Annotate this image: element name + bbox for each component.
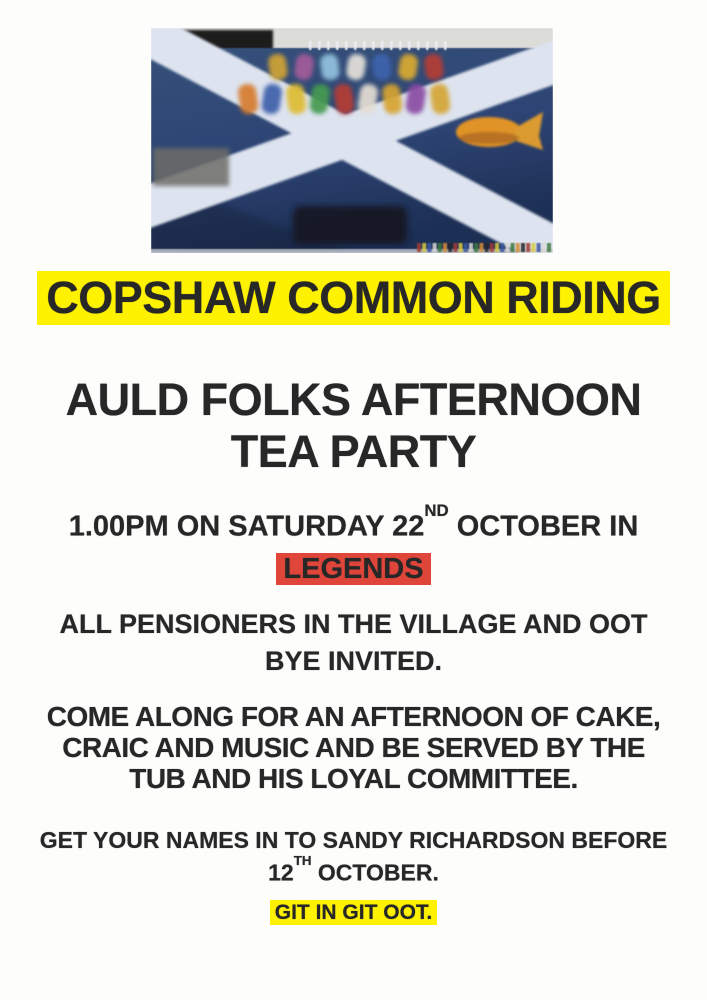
title-row xyxy=(0,271,707,325)
saltire-flag-photo xyxy=(151,28,553,253)
rsvp-line2: 12TH OCTOBER. xyxy=(268,853,439,886)
invitation-line2: BYE INVITED. xyxy=(264,646,443,676)
event-when xyxy=(0,503,707,586)
event-datetime: 1.00PM ON SATURDAY 22ND OCTOBER IN xyxy=(68,501,639,543)
foam-letters-row2 xyxy=(237,83,451,115)
page-title: COPSHAW COMMON RIDING xyxy=(37,271,670,325)
event-heading-line2: TEA PARTY xyxy=(230,426,477,477)
footer-row xyxy=(0,900,707,925)
ordinal-th: TH xyxy=(293,853,312,869)
dark-blob xyxy=(293,206,407,244)
invitation-line1: ALL PENSIONERS IN THE VILLAGE AND OOT xyxy=(59,609,648,639)
details-text xyxy=(0,701,707,794)
footer-slogan: GIT IN GIT OOT. xyxy=(270,900,438,925)
grey-blob xyxy=(153,148,229,186)
details-line3: TUB AND HIS LOYAL COMMITTEE. xyxy=(129,763,578,794)
invitation-text xyxy=(0,606,707,680)
venue-line xyxy=(0,553,707,586)
ordinal-nd: ND xyxy=(424,501,449,521)
rsvp-line1: GET YOUR NAMES IN TO SANDY RICHARDSON BEFORE xyxy=(39,827,668,853)
venue-highlight: LEGENDS xyxy=(276,553,430,585)
details-line1: COME ALONG FOR AN AFTERNOON OF CAKE, xyxy=(46,701,661,732)
rsvp-text xyxy=(0,826,707,887)
details-line2: CRAIC AND MUSIC AND BE SERVED BY THE xyxy=(62,732,645,763)
event-heading-line1: AULD FOLKS AFTERNOON xyxy=(65,374,642,425)
event-heading xyxy=(0,374,707,478)
